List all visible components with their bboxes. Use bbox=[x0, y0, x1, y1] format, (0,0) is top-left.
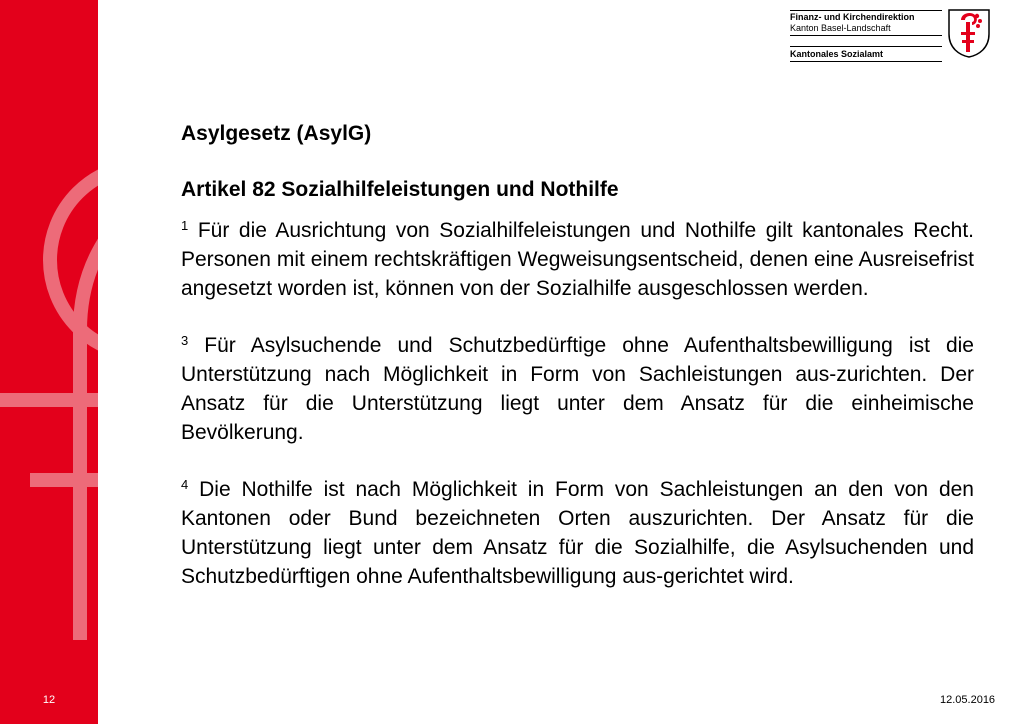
paragraph-text: Für Asylsuchende und Schutzbedürftige ohne Aufenthaltsbewilligung ist die Unterstützung nach Möglichkeit in Form von Sachleistungen aus-zurichten. Der Ansatz für die Unterstützung liegt unter dem Ansatz für die einheimische Bevölkerung. bbox=[181, 334, 974, 444]
crozier-watermark-icon bbox=[0, 80, 98, 680]
paragraph bbox=[181, 475, 974, 591]
paragraph bbox=[181, 216, 974, 303]
header-block bbox=[790, 10, 942, 62]
article-heading: Artikel 82 Sozialhilfeleistungen und Nothilfe bbox=[181, 178, 619, 201]
page-title: Asylgesetz (AsylG) bbox=[181, 122, 372, 145]
brand-sidebar bbox=[0, 0, 98, 724]
page-number: 12 bbox=[42, 694, 56, 706]
paragraph-number: 1 bbox=[181, 218, 189, 233]
header-office: Kantonales Sozialamt bbox=[790, 49, 884, 59]
slide-content bbox=[181, 120, 974, 619]
basel-landschaft-crest-icon bbox=[947, 8, 991, 58]
paragraph-text: Die Nothilfe ist nach Möglichkeit in Form von Sachleistungen an den von den Kantonen oder Bund bezeichneten Orten auszurichten. Der Ansatz für die Unterstützung liegt unter dem Ansatz für die Sozialhilfe, die Asylsuchenden und Schutzbedürftigen ohne Aufenthaltsbewilligung aus-gerichtet wird. bbox=[181, 478, 974, 588]
paragraph bbox=[181, 331, 974, 447]
header-rule bbox=[790, 61, 942, 62]
header-department: Finanz- und Kirchendirektion bbox=[790, 12, 915, 22]
footer-date: 12.05.2016 bbox=[940, 694, 996, 706]
paragraph-text: Für die Ausrichtung von Sozialhilfeleistungen und Nothilfe gilt kantonales Recht. Personen mit einem rechtskräftigen Wegweisungsentscheid, denen eine Ausreisefrist angesetzt worden ist, können von der Sozialhilfe ausgeschlossen werden. bbox=[181, 219, 974, 300]
header-canton: Kanton Basel-Landschaft bbox=[790, 23, 891, 33]
paragraph-number: 4 bbox=[181, 477, 189, 492]
paragraph-number: 3 bbox=[181, 333, 189, 348]
